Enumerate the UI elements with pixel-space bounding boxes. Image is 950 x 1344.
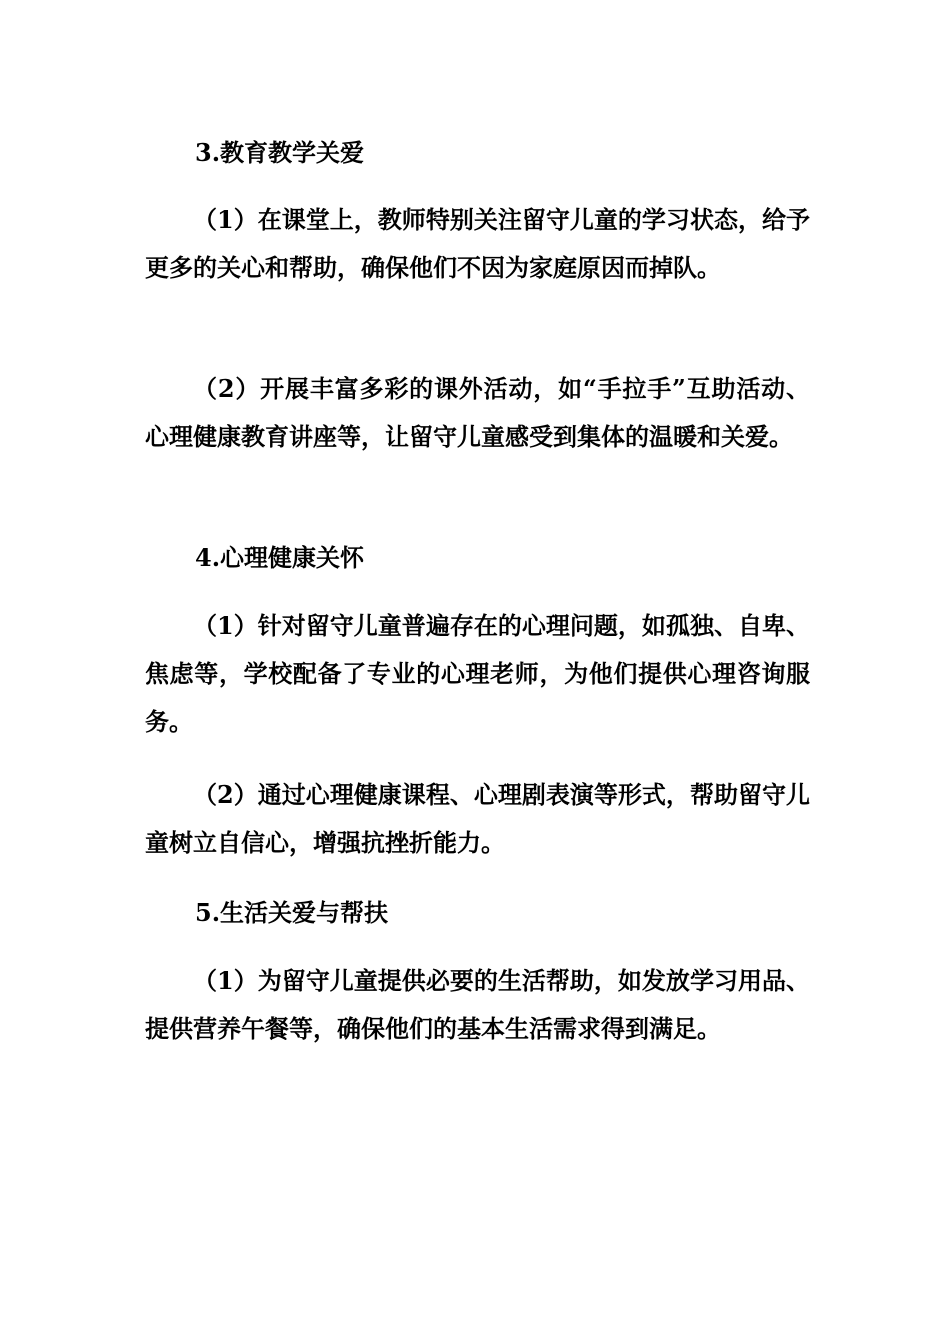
section-4-paragraph-1: （1）针对留守儿童普遍存在的心理问题，如孤独、自卑、焦虑等，学校配备了专业的心理老师，为他们提供心理咨询服务。	[145, 611, 810, 736]
section-5-paragraph-1: （1）为留守儿童提供必要的生活帮助，如发放学习用品、提供营养午餐等，确保他们的基本生活需求得到满足。	[145, 966, 810, 1043]
section-3-heading: 3.教育教学关爱	[195, 138, 365, 167]
section-4-heading: 4.心理健康关怀	[195, 543, 365, 572]
section-5-heading: 5.生活关爱与帮扶	[195, 898, 389, 927]
section-4-paragraph-2: （2）通过心理健康课程、心理剧表演等形式，帮助留守儿童树立自信心，增强抗挫折能力。	[145, 780, 810, 857]
section-3-paragraph-1: （1）在课堂上，教师特别关注留守儿童的学习状态，给予更多的关心和帮助，确保他们不因为家庭原因而掉队。	[145, 205, 810, 282]
section-3-paragraph-2: （2）开展丰富多彩的课外活动，如“手拉手”互助活动、心理健康教育讲座等，让留守儿童感受到集体的温暖和关爱。	[145, 374, 810, 451]
